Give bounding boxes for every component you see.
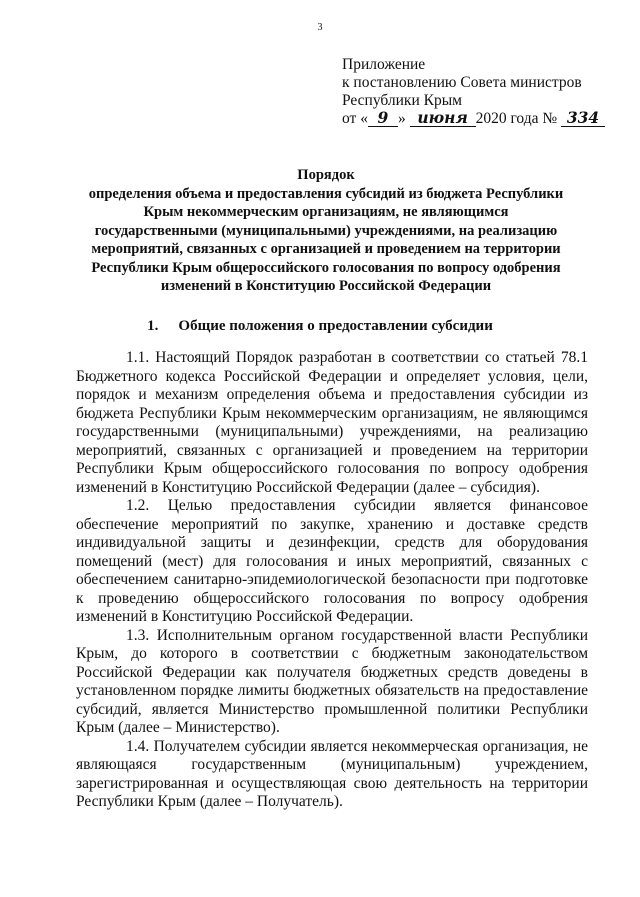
body-line: 1.2. Целью предоставления субсидии является финансовое: [126, 497, 588, 514]
body-line: бюджета Республики Крым некоммерческим организациям, не являющимся: [76, 404, 588, 422]
date-separator: »: [397, 110, 406, 127]
title-line: определения объема и предоставления субсидий из бюджета Республики: [88, 185, 564, 202]
page-number: 3: [317, 22, 323, 33]
section-title: Общие положения о предоставлении субсидии: [178, 318, 493, 334]
handwritten-doc-number: 334: [561, 110, 605, 127]
handwritten-month: июня: [410, 110, 476, 127]
document-title: [66, 166, 586, 296]
body-line: 1.1. Настоящий Порядок разработан в соответствии со статьей 78.1: [126, 349, 588, 366]
appendix-resolution-line: к постановлению Совета министров: [342, 74, 582, 91]
title-line: Крым некоммерческим организациям, не являющимся: [143, 204, 509, 220]
date-prefix: от «: [342, 110, 368, 127]
body-line: изменений в Конституцию Российской Федерации.: [76, 608, 414, 625]
appendix-date-line: [342, 110, 622, 128]
body-line: индивидуальной защиты и дезинфекции, средств для оборудования: [76, 534, 588, 551]
date-suffix: 2020 года №: [475, 110, 558, 127]
body-line: установленном порядке лимиты бюджетных обязательств на предоставление: [76, 682, 588, 699]
appendix-republic-line: Республики Крым: [342, 92, 462, 109]
title-line: Республики Крым общероссийского голосования по вопросу одобрения: [91, 259, 561, 276]
body-line: являющаяся государственным (муниципальным) учреждением,: [76, 756, 588, 773]
body-line: обеспечение мероприятий по закупке, хранению и доставке средств: [76, 515, 588, 533]
body-line: Республики Крым общероссийского голосования по вопросу одобрения: [76, 460, 588, 477]
body-line: обеспечением санитарно-эпидемиологической безопасности при подготовке: [76, 571, 588, 588]
section-number: 1.: [147, 318, 159, 334]
appendix-label: Приложение: [342, 56, 426, 73]
body-line: мероприятий, связанных с организацией и проведением на территории: [76, 441, 588, 459]
document-body: [76, 349, 588, 812]
body-line: Российской Федерации как получателя бюджетных средств доведены в: [76, 663, 588, 681]
body-line: изменений в Конституцию Российской Федерации (далее – субсидия).: [76, 478, 540, 496]
body-line: 1.3. Исполнительным органом государственной власти Республики: [126, 626, 588, 644]
body-line: Крым, до которого в соответствии с бюджетным законодательством: [76, 645, 588, 662]
body-line: порядок и механизм определения объема и предоставления субсидии из: [76, 386, 588, 403]
body-line: помещений (мест) для голосования и иных мероприятий, связанных с: [76, 552, 588, 570]
section-heading: [0, 318, 640, 335]
body-line: зарегистрированная и осуществляющая свою деятельность на территории: [76, 774, 588, 792]
body-line: 1.4. Получателем субсидии является некоммерческая организация, не: [126, 737, 588, 755]
body-line: к проведению общероссийского голосования по вопросу одобрения: [76, 589, 588, 607]
body-line: Бюджетного кодекса Российской Федерации и определяет условия, цели,: [76, 367, 588, 385]
body-line: субсидий, является Министерство промышленной политики Республики: [76, 700, 588, 718]
title-line: Порядок: [297, 167, 355, 183]
handwritten-day: 9: [368, 110, 398, 127]
body-line: Крым (далее – Министерство).: [76, 719, 280, 736]
title-line: изменений в Конституцию Российской Федерации: [160, 278, 492, 294]
title-line: государственными (муниципальными) учреждениями, на реализацию: [94, 222, 558, 239]
appendix-block: [342, 56, 622, 128]
body-line: Республики Крым (далее – Получатель).: [76, 793, 343, 810]
body-line: государственными (муниципальными) учреждениями, на реализацию: [76, 423, 588, 440]
title-line: мероприятий, связанных с организацией и проведением на территории: [91, 241, 561, 257]
